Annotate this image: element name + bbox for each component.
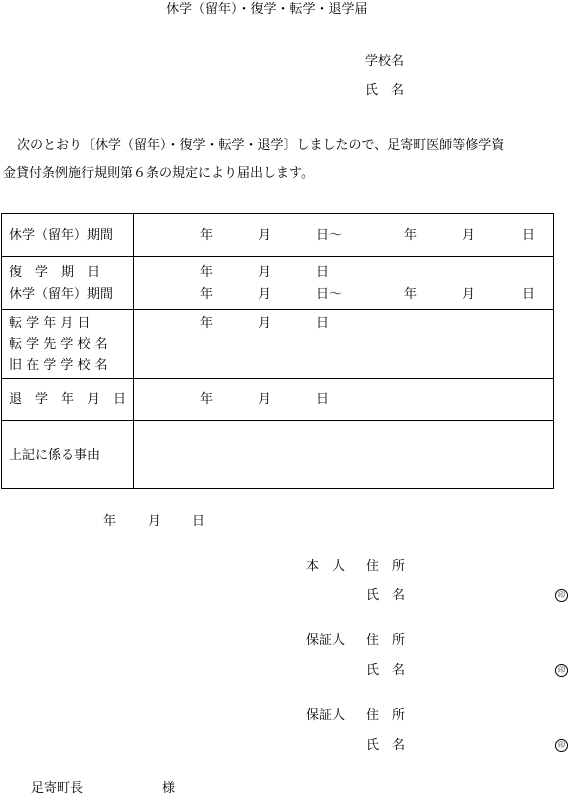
body-text-line2: 金貸付条例施行規則第６条の規定により届出します。 [3,166,314,181]
signatory-role: 本 人 [306,559,346,574]
withdrawal-year: 年 [200,392,214,407]
addressee: 足寄町長 [31,781,84,796]
table-row-leave-period [2,214,553,257]
from-day: 日～ [316,287,343,302]
seal-mark-icon: 印 [555,589,568,602]
withdrawal-month: 月 [258,392,272,407]
student-name-label: 氏 名 [365,83,405,98]
address-label: 住 所 [366,708,406,723]
body-text-line1: 次のとおり〔休学（留年）・復学・転学・退学〕しましたので、足寄町医師等修学資 [17,138,505,153]
row-label: 休学（留年）期間 [9,228,114,243]
table-row-withdrawal [2,379,553,421]
from-day: 日～ [316,228,343,243]
transfer-day: 日 [316,316,330,331]
from-year: 年 [200,228,214,243]
application-table [1,213,554,489]
school-name-label: 学校名 [365,54,405,69]
seal-mark-icon: 印 [555,739,568,752]
table-row-transfer [2,310,553,379]
return-month: 月 [258,265,272,280]
submission-month: 月 [148,514,162,529]
row-label-leave-period: 休学（留年）期間 [9,287,114,302]
from-month: 月 [258,228,272,243]
signatory-role: 保証人 [306,633,346,648]
row-label-transfer-school: 転 学 先 学 校 名 [9,337,108,352]
submission-day: 日 [192,514,206,529]
return-year: 年 [200,265,214,280]
page-title: 休学（留年）・復学・転学・退学届 [166,2,368,17]
withdrawal-day: 日 [316,392,330,407]
to-year: 年 [404,287,418,302]
row-label: 退 学 年 月 日 [9,392,127,407]
transfer-year: 年 [200,316,214,331]
address-label: 住 所 [366,633,406,648]
row-label-former-school: 旧 在 学 学 校 名 [9,358,108,373]
name-label: 氏 名 [366,663,406,678]
address-label: 住 所 [366,559,406,574]
to-day: 日 [522,228,536,243]
row-label: 上記に係る事由 [9,448,101,463]
to-month: 月 [462,228,476,243]
row-label-return-date: 復 学 期 日 [9,265,101,280]
table-row-reason [2,421,553,488]
to-year: 年 [404,228,418,243]
submission-year: 年 [103,514,117,529]
seal-mark-icon: 印 [555,664,568,677]
to-day: 日 [522,287,536,302]
signatory-role: 保証人 [306,708,346,723]
name-label: 氏 名 [366,588,406,603]
return-day: 日 [316,265,330,280]
transfer-month: 月 [258,316,272,331]
honorific: 様 [162,781,176,796]
from-year: 年 [200,287,214,302]
from-month: 月 [258,287,272,302]
row-label-transfer-date: 転 学 年 月 日 [9,316,91,331]
table-row-return [2,257,553,310]
to-month: 月 [462,287,476,302]
name-label: 氏 名 [366,738,406,753]
